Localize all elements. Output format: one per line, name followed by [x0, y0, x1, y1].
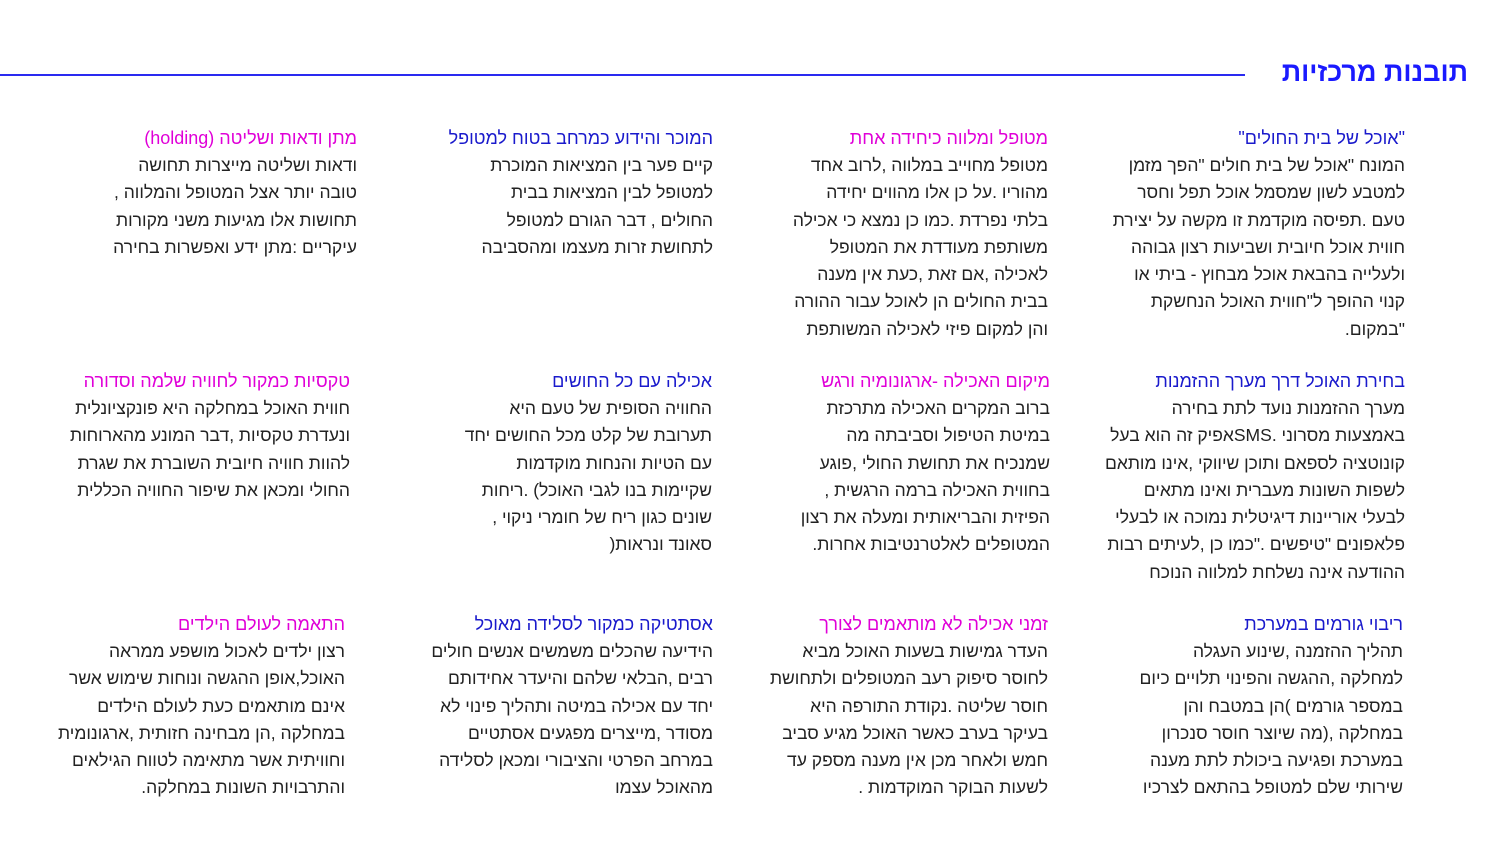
- card-body: ברוב המקרים האכילה מתרכזת במיטת הטיפול וסביבתה מה שמנכיח את תחושת החולי ,פוגע בחווית האכילה ברמה הרגשית , הפיזית והבריאותית ומעלה את רצון המטופלים לאלטרנטיבות אחרות.: [800, 398, 1050, 555]
- insight-card-many-parties: [1133, 611, 1403, 802]
- card-title: אסתטיקה כמקור לסלידה מאוכל: [474, 614, 713, 634]
- card-body: הידיעה שהכלים משמשים אנשים חולים רבים ,הבלאי שלהם והיעדר אחידותם יחד עם אכילה במיטה ותהליך פינוי לא מסודר ,מייצרים מפגעים אסתטיים במרחב הפרטי והציבורי ומכאן לסלידה מהאוכל עצמו: [431, 641, 713, 798]
- insight-card-meal-times: [768, 611, 1048, 802]
- card-title: המוכר והידוע כמרחב בטוח למטופל: [448, 128, 713, 148]
- card-title: בחירת האוכל דרך מערך ההזמנות: [1155, 371, 1405, 391]
- page-title: תובנות מרכזיות: [1281, 57, 1468, 87]
- card-title: טקסיות כמקור לחוויה שלמה וסדורה: [83, 371, 350, 391]
- card-body: מערך ההזמנות נועד לתת בחירה באמצעות מסרוני .SMSאפיק זה הוא בעל קונוטציה לספאם ותוכן שיווקי ,אינו מותאם לשפות השונות מעברית ואינו מתאים לבעלי אוריינות דיגיטלית נמוכה או לבעלי פלאפונים "טיפשים ."כמו כן ,לעיתים רבות ההודעה אינה נשלחת למלווה הנוכח: [1104, 398, 1405, 582]
- insight-card-ordering-system: [1100, 368, 1405, 586]
- card-title: ריבוי גורמים במערכת: [1244, 614, 1403, 634]
- title-divider: [0, 74, 1245, 76]
- card-title: מטופל ומלווה כיחידה אחת: [849, 128, 1048, 148]
- card-body: ודאות ושליטה מייצרות תחושה טובה יותר אצל המטופל והמלווה , תחושות אלו מגיעות משני מקורות עיקריים :מתן ידע ואפשרות בחירה: [113, 155, 357, 257]
- card-body: קיים פער בין המציאות המוכרת למטופל לבין המציאות בבית החולים , דבר הגורם למטופל לתחושת זרות מעצמו ומהסביבה: [481, 155, 713, 257]
- insight-card-rituals: [70, 368, 350, 504]
- insight-card-hospital-food: [1105, 125, 1405, 343]
- card-title: "אוכל של בית החולים": [1238, 128, 1405, 148]
- insight-card-patient-companion: [788, 125, 1048, 343]
- card-body: החוויה הסופית של טעם היא תערובת של קלט מכל החושים יחד עם הטיות והנחות מוקדמות שקיימות בנו לגבי האוכל) .ריחות שונים כגון ריח של חומרי ניקוי , סאונד ונראות(: [464, 398, 712, 555]
- insight-card-holding: [97, 125, 357, 261]
- card-body: המונח "אוכל של בית חולים "הפך מזמן למטבע לשון שמסמל אוכל תפל וחסר טעם .תפיסה מוקדמת זו מקשה על יצירת חווית אוכל חיובית ושביעות רצון גבוהה ולעלייה בהבאת אוכל מבחוץ - ביתי או קנוי ההופך ל"חווית האוכל הנחשקת "במקום.: [1112, 155, 1405, 339]
- insight-card-familiar-space: [448, 125, 713, 261]
- insight-card-children: [50, 611, 345, 802]
- insight-card-aesthetics: [428, 611, 713, 802]
- insight-card-all-senses: [462, 368, 712, 559]
- card-title: אכילה עם כל החושים: [552, 371, 712, 391]
- card-title: מיקום האכילה -ארגונומיה ורגש: [821, 371, 1050, 391]
- card-body: חווית האוכל במחלקה היא פונקציונלית ונעדרת טקסיות ,דבר המונע מהארוחות להוות חוויה חיובית השוברת את שגרת החולי ומכאן את שיפור החוויה הכללית: [70, 398, 350, 500]
- card-body: תהליך ההזמנה ,שינוע העגלה למחלקה ,ההגשה והפינוי תלויים כיום במספר גורמים )הן במטבח והן במחלקה ,(מה שיוצר חוסר סנכרון במערכת ופגיעה ביכולת לתת מענה שירותי שלם למטופל בהתאם לצרכיו: [1139, 641, 1403, 798]
- insight-card-eating-location: [790, 368, 1050, 559]
- card-title: התאמה לעולם הילדים: [178, 614, 345, 634]
- card-title: זמני אכילה לא מותאמים לצורך: [819, 614, 1048, 634]
- card-body: רצון ילדים לאכול מושפע ממראה האוכל,אופן ההגשה ונוחות שימוש אשר אינם מותאמים כעת לעולם הילדים במחלקה ,הן מבחינה חזותית ,ארגונומית וחוויתית אשר מתאימה לטווח הגילאים והתרבויות השונות במחלקה.: [58, 641, 345, 798]
- card-title: מתן ודאות ושליטה (holding): [144, 128, 357, 148]
- card-body: העדר גמישות בשעות האוכל מביא לחוסר סיפוק רעב המטופלים ולתחושת חוסר שליטה .נקודת התורפה היא בעיקר בערב כאשר האוכל מגיע סביב חמש ולאחר מכן אין מענה מספק עד לשעות הבוקר המוקדמות .: [769, 641, 1048, 798]
- card-body: מטופל מחוייב במלווה ,לרוב אחד מהוריו .על כן אלו מהווים יחידה בלתי נפרדת .כמו כן נמצא כי אכילה משותפת מעודדת את המטופל לאכילה ,אם זאת ,כעת אין מענה בבית החולים הן לאוכל עבור ההורה והן למקום פיזי לאכילה המשותפת: [792, 155, 1048, 339]
